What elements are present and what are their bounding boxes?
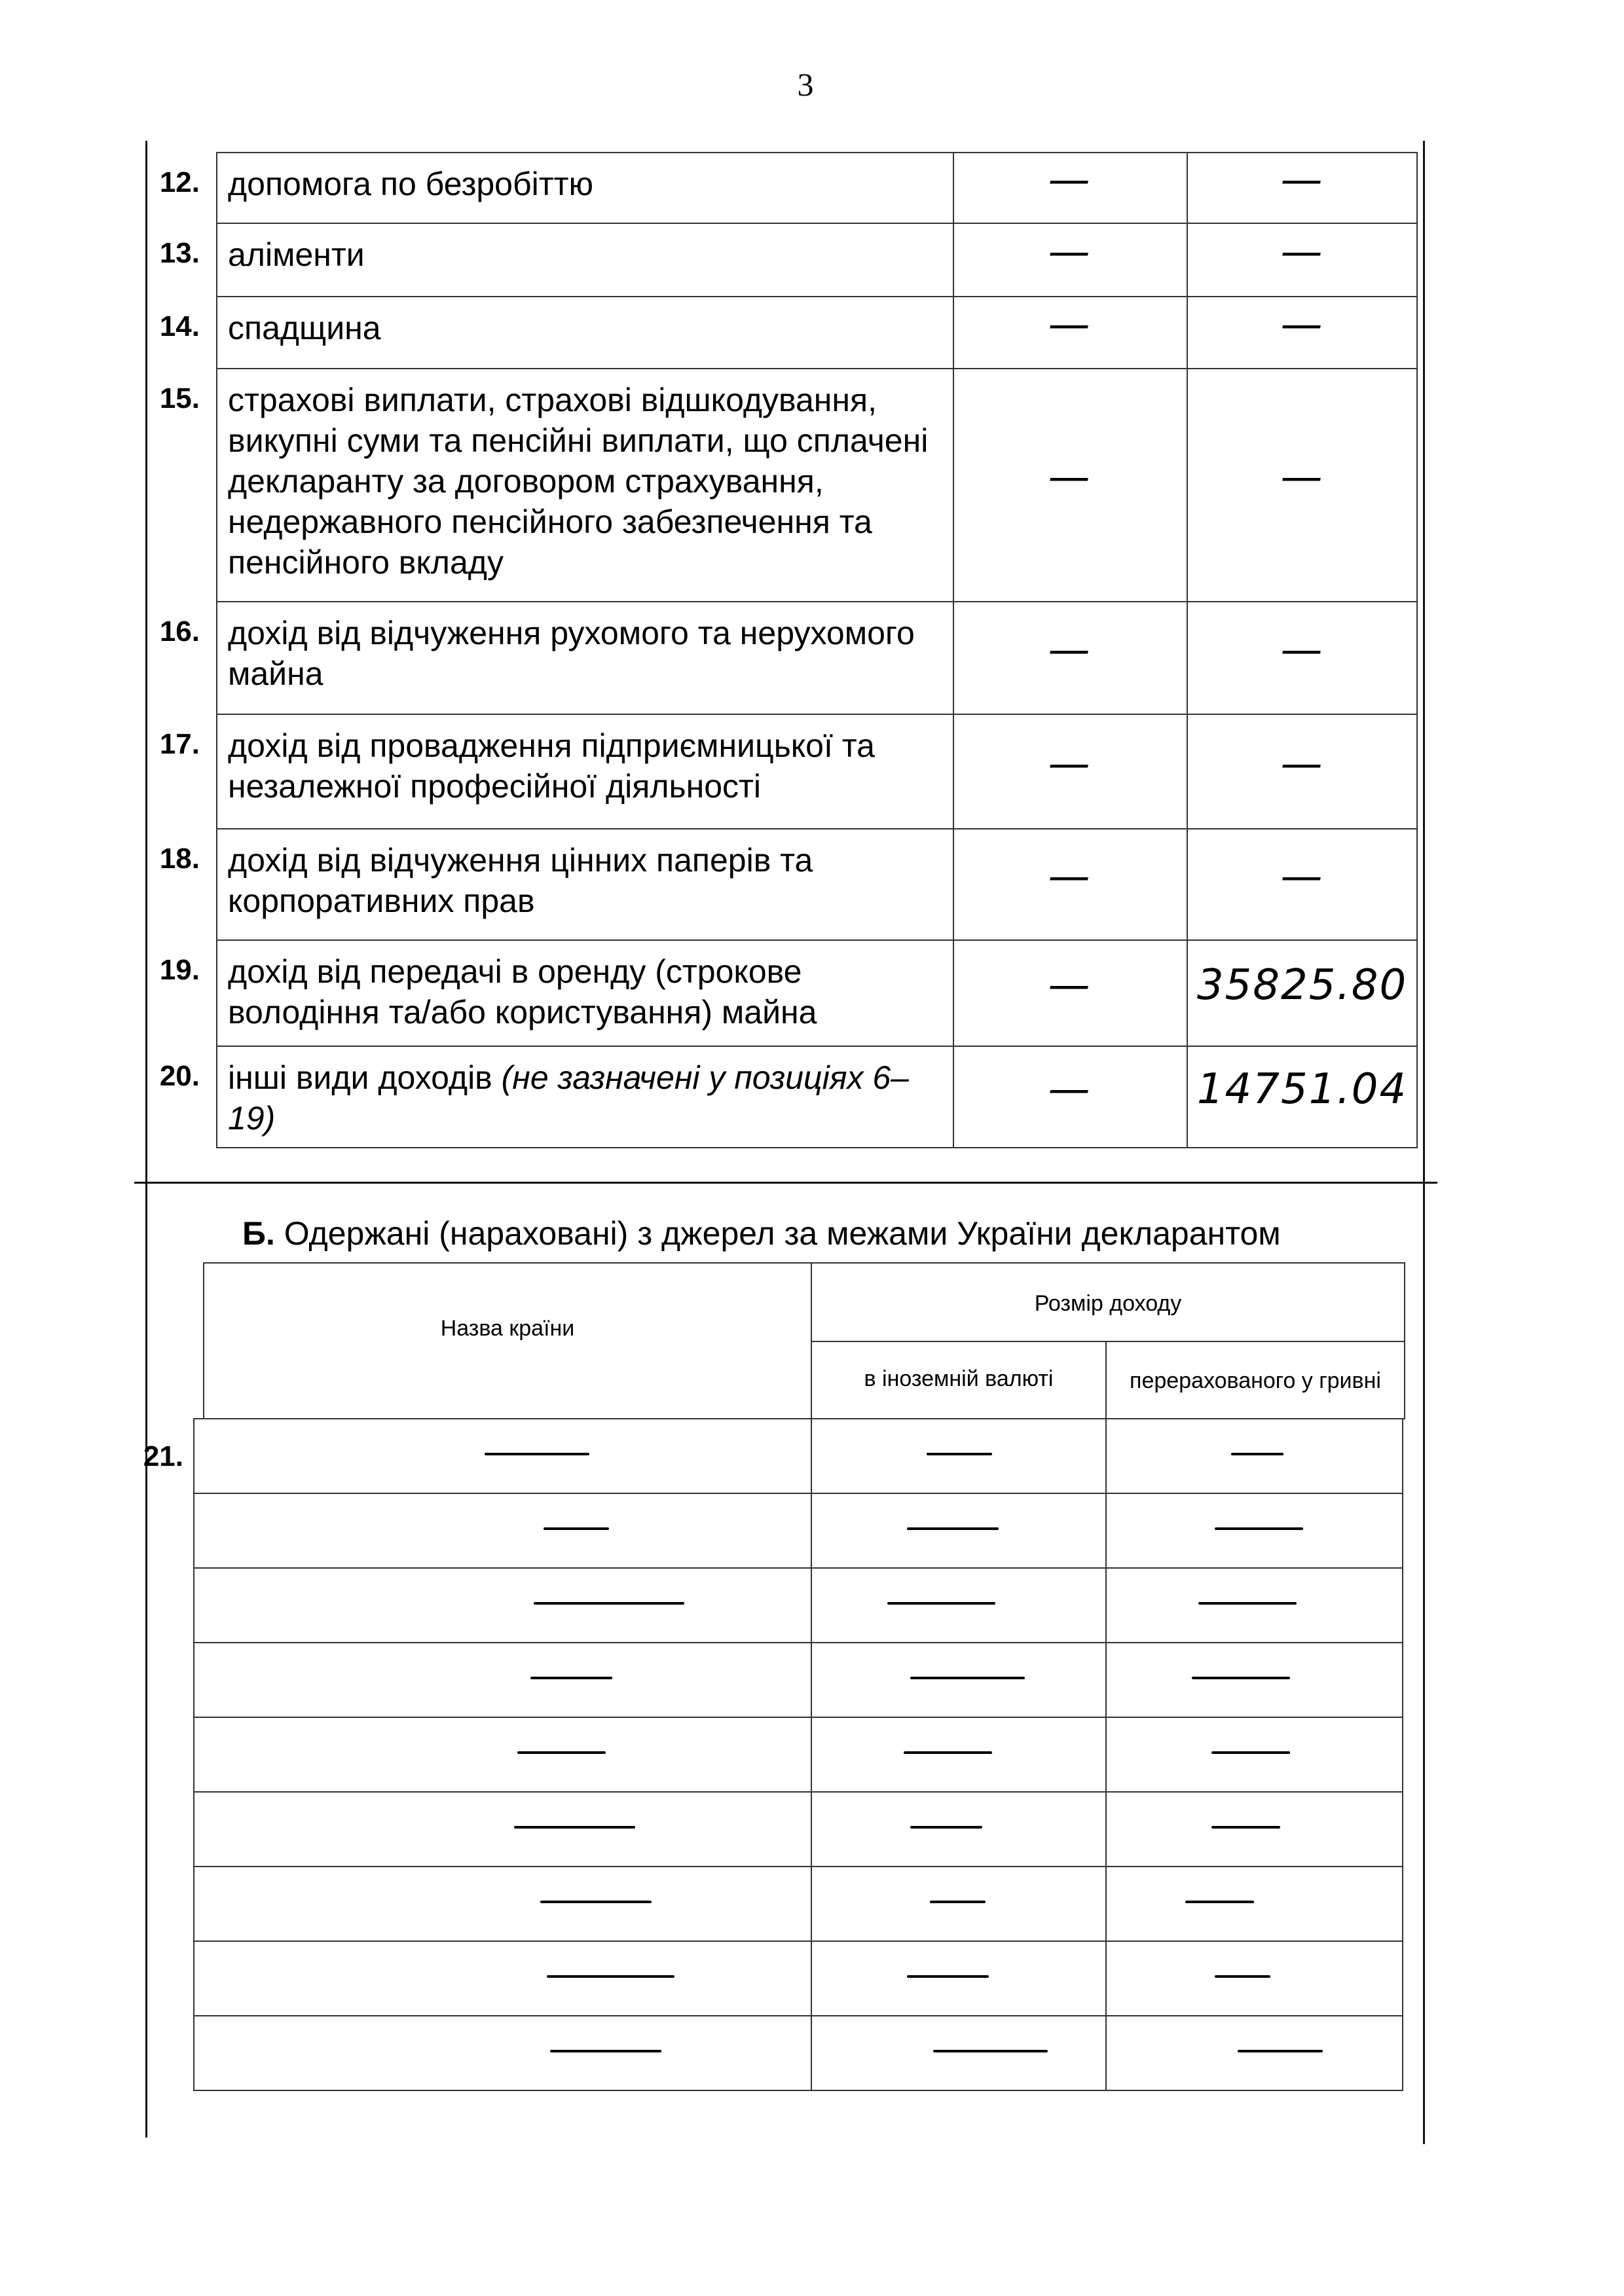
row-number-21: 21. [143, 1440, 183, 1472]
section-b-title [242, 1214, 1281, 1252]
row-number: 12. [159, 166, 200, 198]
row-number: 18. [159, 843, 200, 875]
value-col1: — [1048, 301, 1092, 349]
row-label [228, 308, 945, 348]
value-col1: — [1048, 626, 1092, 674]
empty-dash-mark [1192, 1677, 1290, 1679]
empty-dash-mark [1215, 1975, 1270, 1978]
value-col1: — [1048, 961, 1092, 1010]
foreign-row-cell [193, 1866, 812, 1942]
empty-dash-mark [933, 2050, 1048, 2052]
empty-dash-mark [517, 1751, 606, 1754]
row-label-text: аліменти [228, 236, 365, 273]
foreign-row-cell [1105, 1642, 1403, 1718]
page-number: 3 [797, 66, 814, 103]
row-number: 15. [159, 382, 200, 414]
row-label-text: дохід від відчуження рухомого та нерухомого майна [228, 615, 915, 692]
foreign-row-cell [1105, 2015, 1403, 2091]
section-divider [134, 1182, 1437, 1184]
foreign-row-cell [193, 1493, 812, 1569]
value-col2: — [1280, 301, 1324, 349]
empty-dash-mark [1198, 1602, 1297, 1605]
value-col2: 14751.04 [1196, 1065, 1408, 1114]
empty-dash-mark [550, 2050, 661, 2052]
foreign-row-cell [811, 1418, 1107, 1494]
empty-dash-mark [530, 1677, 612, 1679]
foreign-row-cell [811, 1717, 1107, 1793]
foreign-row-cell [1105, 1567, 1403, 1643]
row-number: 13. [159, 237, 200, 269]
header-income: Розмір доходу [1034, 1291, 1182, 1316]
header-country: Назва країни [440, 1316, 575, 1341]
row-label-text: спадщина [228, 310, 381, 346]
foreign-row-cell [811, 1567, 1107, 1643]
foreign-row-cell [193, 1567, 812, 1643]
empty-dash-mark [1185, 1901, 1254, 1903]
empty-dash-mark [1231, 1453, 1283, 1455]
section-b-letter: Б. [242, 1215, 275, 1252]
empty-dash-mark [534, 1602, 684, 1605]
empty-dash-mark [910, 1677, 1025, 1679]
row-number: 17. [159, 728, 200, 760]
empty-dash-mark [907, 1975, 989, 1978]
row-label [228, 840, 945, 921]
value-col1: — [1048, 156, 1092, 204]
foreign-row-cell [193, 1642, 812, 1718]
value-col1: — [1048, 1065, 1092, 1114]
empty-dash-mark [485, 1453, 589, 1455]
value-col2: — [1280, 852, 1324, 901]
value-col2: 35825.80 [1196, 961, 1408, 1010]
frame-right [1423, 141, 1425, 2144]
foreign-row-cell [811, 1791, 1107, 1867]
empty-dash-mark [540, 1901, 652, 1903]
header-foreign: в іноземній валюті [864, 1366, 1054, 1391]
foreign-row-cell [811, 1941, 1107, 2016]
row-label-italic: (не зазначені у позиціях 6–19) [228, 1059, 909, 1137]
value-col1: — [1048, 228, 1092, 276]
row-number: 20. [159, 1060, 200, 1092]
row-label-text: страхові виплати, страхові відшкодування, викупні суми та пенсійні виплати, що сплачені декларанту за договором страхування, недержавного пенсійного забезпечення та пенсійного вкладу [228, 382, 929, 581]
foreign-row-cell [1105, 1791, 1403, 1867]
empty-dash-mark [910, 1826, 982, 1829]
value-col1: — [1048, 739, 1092, 788]
foreign-row-cell [1105, 1941, 1403, 2016]
value-col2: — [1280, 228, 1324, 276]
row-number: 14. [159, 310, 200, 342]
frame-left [145, 141, 147, 2138]
foreign-row-cell [193, 1791, 812, 1867]
foreign-row-cell [193, 1717, 812, 1793]
foreign-row-cell [811, 1866, 1107, 1942]
empty-dash-mark [547, 1975, 674, 1978]
row-label-text: дохід від відчуження цінних паперів та корпоративних прав [228, 842, 813, 919]
foreign-row-cell [811, 1642, 1107, 1718]
row-label [228, 164, 945, 204]
row-label [228, 725, 945, 807]
value-col1: — [1048, 453, 1092, 501]
foreign-row-cell [1105, 1493, 1403, 1569]
row-number: 19. [159, 954, 200, 986]
empty-dash-mark [1211, 1751, 1290, 1754]
empty-dash-mark [927, 1453, 992, 1455]
value-col1: — [1048, 852, 1092, 901]
section-b-text: Одержані (нараховані) з джерел за межами України декларантом [284, 1215, 1281, 1252]
row-label [228, 234, 945, 275]
foreign-row-cell [811, 2015, 1107, 2091]
row-label-text: дохід від передачі в оренду (строкове володіння та/або користування) майна [228, 953, 817, 1030]
empty-dash-mark [514, 1826, 635, 1829]
foreign-row-cell [1105, 1717, 1403, 1793]
foreign-row-cell [193, 1941, 812, 2016]
empty-dash-mark [904, 1751, 992, 1754]
value-col2: — [1280, 156, 1324, 204]
empty-dash-mark [930, 1901, 986, 1903]
empty-dash-mark [544, 1527, 609, 1530]
value-col2: — [1280, 453, 1324, 501]
foreign-row-cell [1105, 1418, 1403, 1494]
foreign-row-cell [193, 2015, 812, 2091]
empty-dash-mark [907, 1527, 999, 1530]
value-col2: — [1280, 739, 1324, 788]
row-label-text: інші види доходів [228, 1059, 492, 1096]
row-label [228, 1057, 945, 1139]
empty-dash-mark [887, 1602, 995, 1605]
row-label [228, 380, 945, 583]
row-number: 16. [159, 615, 200, 647]
row-label-text: допомога по безробіттю [228, 166, 594, 202]
value-col2: — [1280, 626, 1324, 674]
row-label [228, 613, 945, 694]
row-label [228, 951, 945, 1032]
header-uah: перерахованого у гривні [1130, 1368, 1381, 1393]
empty-dash-mark [1211, 1826, 1280, 1829]
empty-dash-mark [1215, 1527, 1303, 1530]
foreign-row-cell [193, 1418, 812, 1494]
row-label-text: дохід від провадження підприємницької та незалежної професійної діяльності [228, 727, 875, 805]
empty-dash-mark [1238, 2050, 1323, 2052]
foreign-row-cell [1105, 1866, 1403, 1942]
foreign-row-cell [811, 1493, 1107, 1569]
